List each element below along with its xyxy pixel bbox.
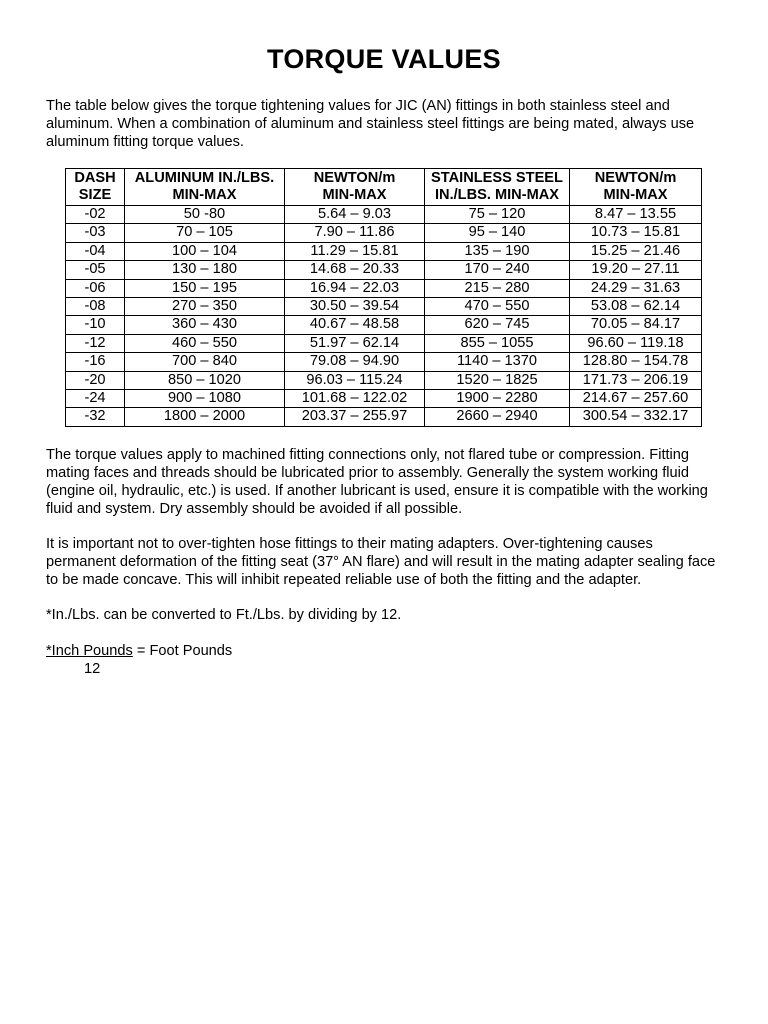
formula-result: = Foot Pounds [132, 643, 233, 659]
aluminum-in-lbs-cell: 460 – 550 [125, 334, 285, 352]
table-row [66, 224, 702, 242]
dash-size-cell: -10 [66, 316, 125, 334]
aluminum-in-lbs-cell: 850 – 1020 [125, 371, 285, 389]
header-dash-size [66, 169, 125, 206]
formula-numerator: *Inch Pounds [46, 643, 133, 659]
dash-size-cell: -32 [66, 408, 125, 426]
header-aluminum-in-lbs [125, 169, 285, 206]
aluminum-in-lbs-cell: 900 – 1080 [125, 390, 285, 408]
over-tightening-paragraph: It is important not to over-tighten hose fittings to their mating adapters. Over-tightening causes permanent deformation of the fitting seat (37° AN flare) and will result in the mating adapter sealing face to be made concave. This will inhibit repeated reliable use of both the fitting and the adapter. [46, 536, 716, 588]
stainless-newton-cell: 24.29 – 31.63 [570, 279, 702, 297]
table-row [66, 408, 702, 426]
header-line: STAINLESS STEEL [431, 170, 563, 186]
aluminum-in-lbs-cell: 150 – 195 [125, 279, 285, 297]
aluminum-newton-cell: 79.08 – 94.90 [285, 353, 425, 371]
table-row [66, 242, 702, 260]
stainless-in-lbs-cell: 2660 – 2940 [425, 408, 570, 426]
stainless-in-lbs-cell: 75 – 120 [425, 206, 570, 224]
header-line: MIN-MAX [322, 187, 387, 203]
aluminum-newton-cell: 40.67 – 48.58 [285, 316, 425, 334]
stainless-newton-cell: 19.20 – 27.11 [570, 261, 702, 279]
dash-size-cell: -04 [66, 242, 125, 260]
aluminum-newton-cell: 51.97 – 62.14 [285, 334, 425, 352]
aluminum-newton-cell: 30.50 – 39.54 [285, 298, 425, 316]
intro-paragraph: The table below gives the torque tightening values for JIC (AN) fittings in both stainless steel and aluminum. When a combination of aluminum and stainless steel fittings are being mated, always use aluminum fitting torque values. [46, 98, 695, 150]
stainless-newton-cell: 300.54 – 332.17 [570, 408, 702, 426]
aluminum-newton-cell: 5.64 – 9.03 [285, 206, 425, 224]
table-header-row [66, 169, 702, 206]
table-row [66, 353, 702, 371]
header-line: DASH [74, 170, 116, 186]
aluminum-in-lbs-cell: 50 -80 [125, 206, 285, 224]
stainless-newton-cell: 53.08 – 62.14 [570, 298, 702, 316]
table-row [66, 371, 702, 389]
stainless-in-lbs-cell: 470 – 550 [425, 298, 570, 316]
stainless-newton-cell: 128.80 – 154.78 [570, 353, 702, 371]
stainless-in-lbs-cell: 1520 – 1825 [425, 371, 570, 389]
stainless-newton-cell: 214.67 – 257.60 [570, 390, 702, 408]
conversion-note: *In./Lbs. can be converted to Ft./Lbs. by dividing by 12. [46, 607, 402, 623]
stainless-newton-cell: 96.60 – 119.18 [570, 334, 702, 352]
table-row [66, 261, 702, 279]
stainless-newton-cell: 15.25 – 21.46 [570, 242, 702, 260]
header-line: SIZE [78, 187, 112, 203]
stainless-in-lbs-cell: 170 – 240 [425, 261, 570, 279]
aluminum-newton-cell: 96.03 – 115.24 [285, 371, 425, 389]
torque-table [65, 168, 702, 427]
table-row [66, 390, 702, 408]
header-line: ALUMINUM IN./LBS. [134, 170, 275, 186]
aluminum-in-lbs-cell: 360 – 430 [125, 316, 285, 334]
header-stainless-in-lbs [425, 169, 570, 206]
aluminum-newton-cell: 16.94 – 22.03 [285, 279, 425, 297]
dash-size-cell: -08 [66, 298, 125, 316]
table-row [66, 316, 702, 334]
dash-size-cell: -16 [66, 353, 125, 371]
table-row [66, 334, 702, 352]
header-line: IN./LBS. MIN-MAX [434, 187, 560, 203]
dash-size-cell: -20 [66, 371, 125, 389]
stainless-newton-cell: 10.73 – 15.81 [570, 224, 702, 242]
stainless-in-lbs-cell: 1900 – 2280 [425, 390, 570, 408]
stainless-in-lbs-cell: 135 – 190 [425, 242, 570, 260]
header-line: MIN-MAX [172, 187, 237, 203]
header-line: NEWTON/m [594, 170, 677, 186]
aluminum-newton-cell: 11.29 – 15.81 [285, 242, 425, 260]
aluminum-newton-cell: 7.90 – 11.86 [285, 224, 425, 242]
conversion-formula [46, 642, 233, 677]
aluminum-in-lbs-cell: 270 – 350 [125, 298, 285, 316]
stainless-in-lbs-cell: 1140 – 1370 [425, 353, 570, 371]
dash-size-cell: -12 [66, 334, 125, 352]
stainless-newton-cell: 171.73 – 206.19 [570, 371, 702, 389]
stainless-in-lbs-cell: 95 – 140 [425, 224, 570, 242]
dash-size-cell: -24 [66, 390, 125, 408]
table-row [66, 298, 702, 316]
dash-size-cell: -05 [66, 261, 125, 279]
table-row [66, 206, 702, 224]
dash-size-cell: -06 [66, 279, 125, 297]
aluminum-in-lbs-cell: 70 – 105 [125, 224, 285, 242]
header-line: MIN-MAX [603, 187, 668, 203]
table-row [66, 279, 702, 297]
dash-size-cell: -03 [66, 224, 125, 242]
aluminum-newton-cell: 14.68 – 20.33 [285, 261, 425, 279]
torque-application-paragraph: The torque values apply to machined fitting connections only, not flared tube or compression. Fitting mating faces and threads should be lubricated prior to assembly. Generally the system working fluid (engine oil, hydraulic, etc.) is used. If another lubricant is used, ensure it is compatible with the working fluid and system. Dry assembly should be avoided if all possible. [46, 447, 708, 517]
header-aluminum-newton [285, 169, 425, 206]
formula-denominator: 12 [84, 661, 101, 677]
stainless-newton-cell: 70.05 – 84.17 [570, 316, 702, 334]
stainless-in-lbs-cell: 855 – 1055 [425, 334, 570, 352]
aluminum-newton-cell: 101.68 – 122.02 [285, 390, 425, 408]
aluminum-in-lbs-cell: 1800 – 2000 [125, 408, 285, 426]
aluminum-in-lbs-cell: 700 – 840 [125, 353, 285, 371]
aluminum-in-lbs-cell: 130 – 180 [125, 261, 285, 279]
header-line: NEWTON/m [313, 170, 396, 186]
torque-table-body [66, 206, 702, 427]
header-stainless-newton [570, 169, 702, 206]
aluminum-in-lbs-cell: 100 – 104 [125, 242, 285, 260]
stainless-in-lbs-cell: 215 – 280 [425, 279, 570, 297]
aluminum-newton-cell: 203.37 – 255.97 [285, 408, 425, 426]
page-title: TORQUE VALUES [267, 44, 501, 74]
stainless-newton-cell: 8.47 – 13.55 [570, 206, 702, 224]
stainless-in-lbs-cell: 620 – 745 [425, 316, 570, 334]
dash-size-cell: -02 [66, 206, 125, 224]
